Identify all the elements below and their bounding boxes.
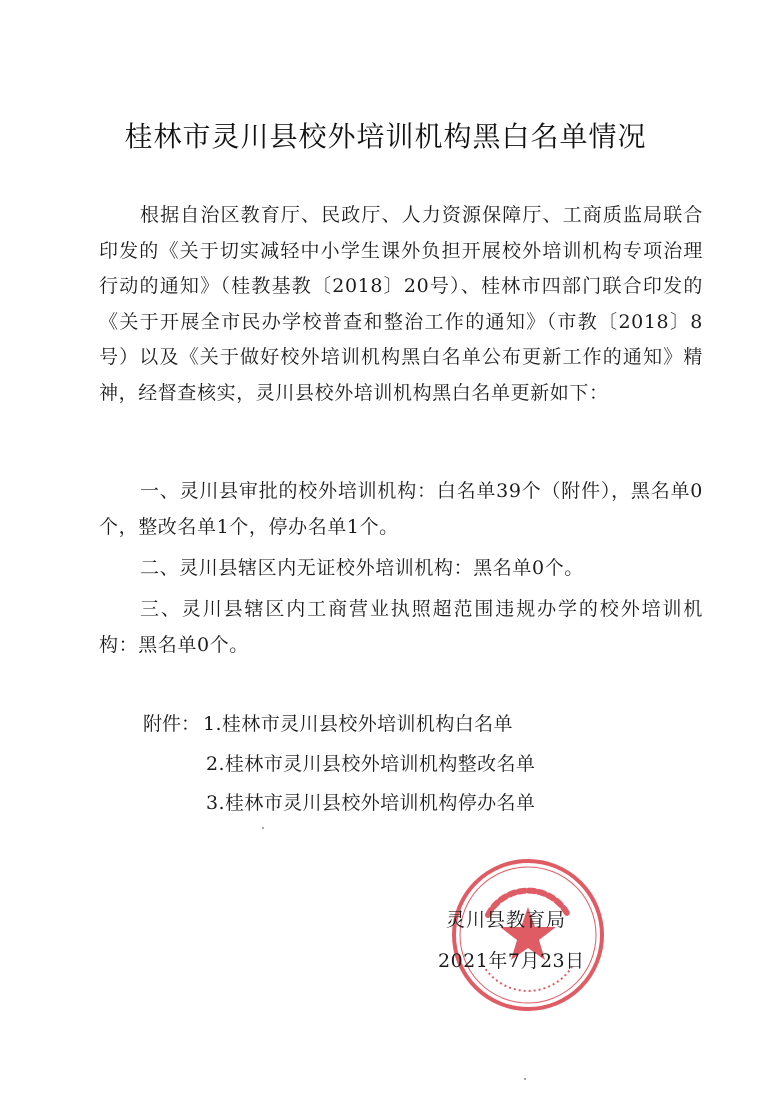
scan-speck (524, 1078, 526, 1080)
scan-speck (262, 827, 264, 829)
list-item-3: 三、灵川县辖区内工商营业执照超范围违规办学的校外培训机构：黑名单0个。 (99, 598, 703, 656)
attachments-label: 附件： (143, 713, 201, 735)
attachment-item-2: 2.桂林市灵川县校外培训机构整改名单 (206, 753, 536, 775)
attachment-item-3: 3.桂林市灵川县校外培训机构停办名单 (206, 792, 536, 814)
intro-paragraph: 根据自治区教育厅、民政厅、人力资源保障厅、工商质监局联合印发的《关于切实减轻中小学生课外负担开展校外培训机构专项治理行动的通知》（桂教基教〔2018〕20号）、桂林市四部门联合印发的《关于开展全市民办学校普查和整治工作的通知》（市教〔2018〕8号）以及《关于做好校外培训机构黑白名单公布更新工作的通知》精神，经督查核实，灵川县校外培训机构黑白名单更新如下： (99, 204, 703, 404)
list-item-1: 一、灵川县审批的校外培训机构：白名单39个（附件），黑名单0个，整改名单1个，停办名单1个。 (99, 480, 703, 538)
document-title: 桂林市灵川县校外培训机构黑白名单情况 (124, 120, 647, 153)
attachment-item-1: 1.桂林市灵川县校外培训机构白名单 (203, 713, 513, 735)
list-item-2: 二、灵川县辖区内无证校外培训机构：黑名单0个。 (140, 557, 584, 579)
official-seal-icon (448, 855, 608, 1015)
signature-organization: 灵川县教育局 (446, 909, 567, 931)
signature-date: 2021年7月23日 (438, 950, 585, 972)
